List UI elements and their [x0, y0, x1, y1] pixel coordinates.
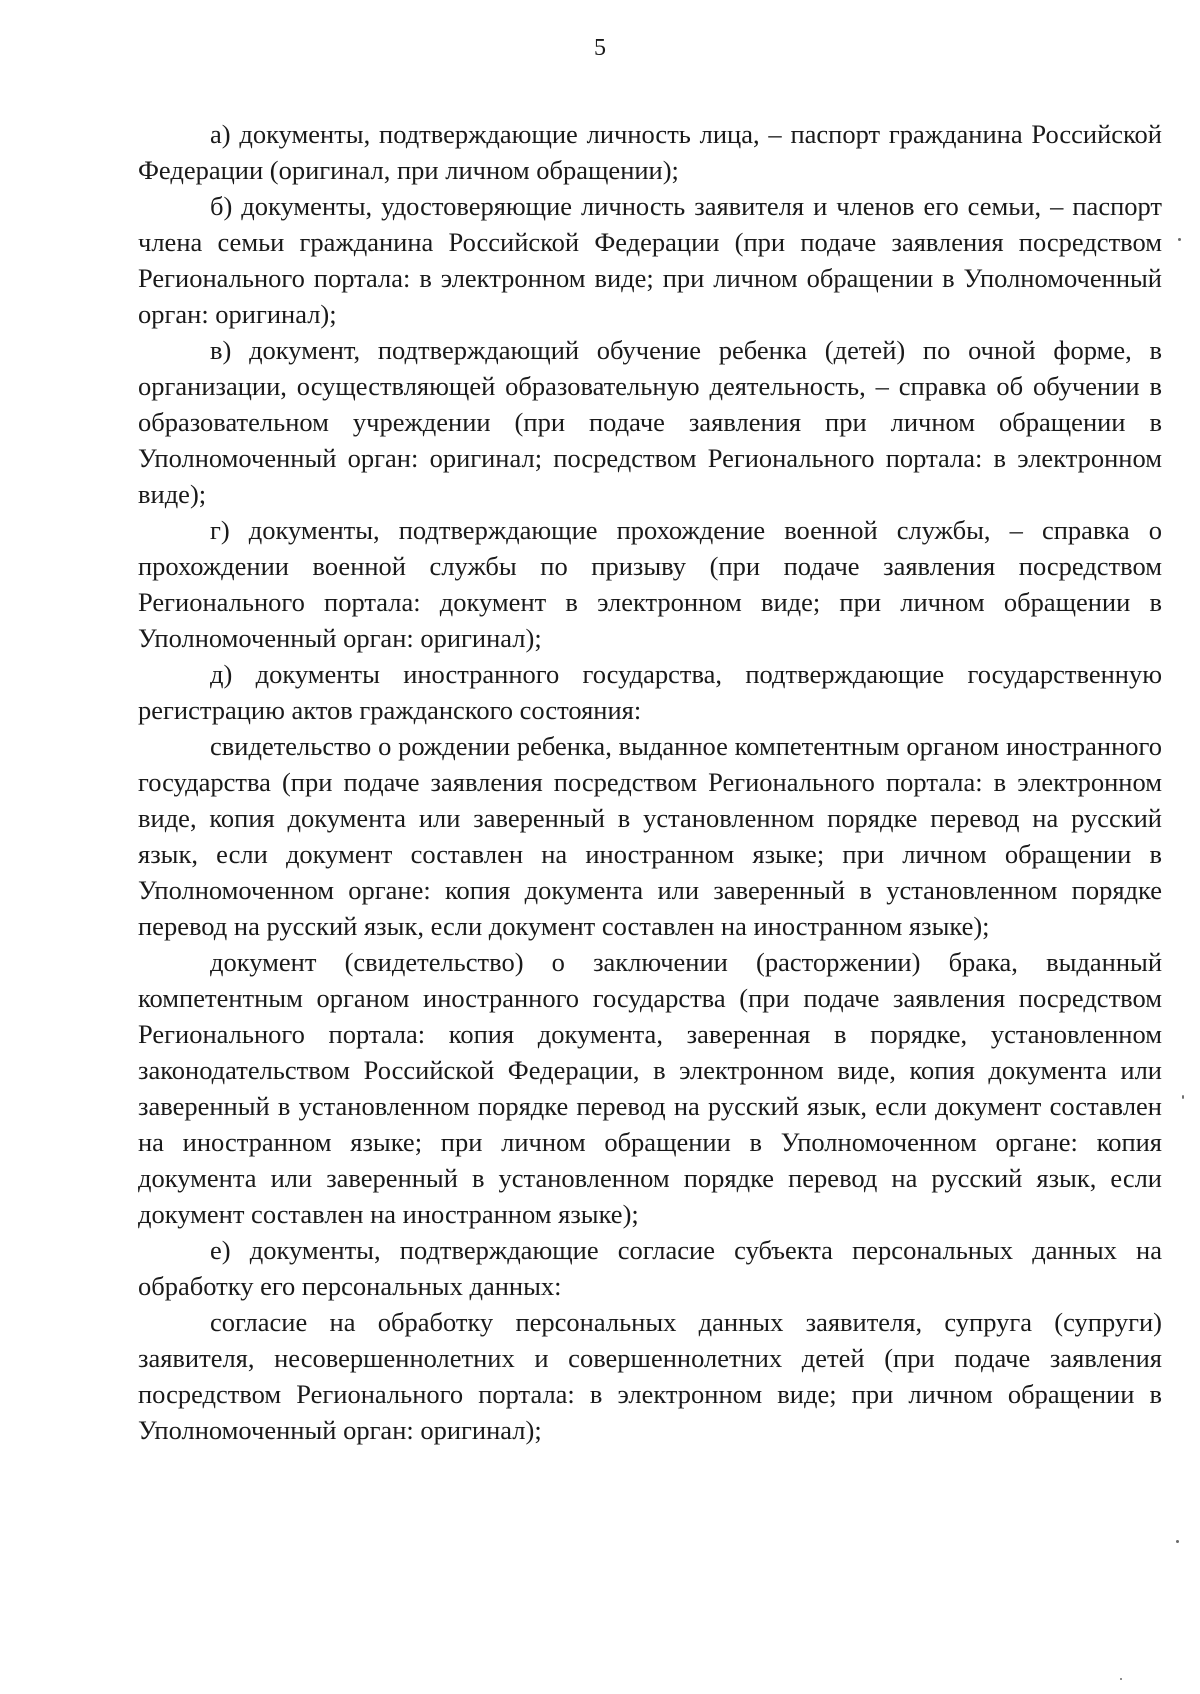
paragraph-consent-details: согласие на обработку персональных данных заявителя, супруга (супруги) заявителя, несовершеннолетних и совершеннолетних детей (при подаче заявления посредством Регионального портала: в электронном виде; при личном обращении в Уполномоченный орган: оригинал); [138, 1307, 1162, 1445]
paragraph-g-military-service: г) документы, подтверждающие прохождение военной службы, – справка о прохождении военной службы по призыву (при подаче заявления посредством Регионального портала: документ в электронном виде; при личном обращении в Уполномоченный орган: оригинал); [138, 515, 1162, 653]
paragraph-marriage-certificate: документ (свидетельство) о заключении (расторжении) брака, выданный компетентным органом иностранного государства (при подаче заявления посредством Регионального портала: копия документа, заверенная в порядке, установленном законодательством Российской Федерации, в электронном виде, копия документа или заверенный в установленном порядке перевод на русский язык, если документ составлен на иностранном языке; при личном обращении в Уполномоченном органе: копия документа или заверенный в установленном порядке перевод на русский язык, если документ составлен на иностранном языке); [138, 947, 1162, 1229]
paragraph-b-family-identity-documents: б) документы, удостоверяющие личность заявителя и членов его семьи, – паспорт члена семьи гражданина Российской Федерации (при подаче заявления посредством Регионального портала: в электронном виде; при личном обращении в Уполномоченный орган: оригинал); [138, 191, 1162, 329]
scan-speck [1176, 1540, 1179, 1543]
document-body [138, 116, 1162, 1448]
page-number: 5 [594, 35, 606, 61]
paragraph-a-identity-documents: а) документы, подтверждающие личность лица, – паспорт гражданина Российской Федерации (оригинал, при личном обращении); [138, 119, 1162, 185]
paragraph-v-education-certificate: в) документ, подтверждающий обучение ребенка (детей) по очной форме, в организации, осуществляющей образовательную деятельность, – справка об обучении в образовательном учреждении (при подаче заявления при личном обращении в Уполномоченный орган: оригинал; посредством Регионального портала: в электронном виде); [138, 335, 1162, 509]
scan-speck [1182, 1095, 1184, 1099]
scan-speck [1178, 238, 1181, 241]
paragraph-d-foreign-civil-status-documents: д) документы иностранного государства, подтверждающие государственную регистрацию актов гражданского состояния: [138, 659, 1162, 725]
scan-speck [1120, 1678, 1122, 1680]
paragraph-birth-certificate: свидетельство о рождении ребенка, выданное компетентным органом иностранного государства (при подаче заявления посредством Регионального портала: в электронном виде, копия документа или заверенный в установленном порядке перевод на русский язык, если документ составлен на иностранном языке; при личном обращении в Уполномоченном органе: копия документа или заверенный в установленном порядке перевод на русский язык, если документ составлен на иностранном языке); [138, 731, 1162, 941]
paragraph-e-personal-data-consent: е) документы, подтверждающие согласие субъекта персональных данных на обработку его персональных данных: [138, 1235, 1162, 1301]
